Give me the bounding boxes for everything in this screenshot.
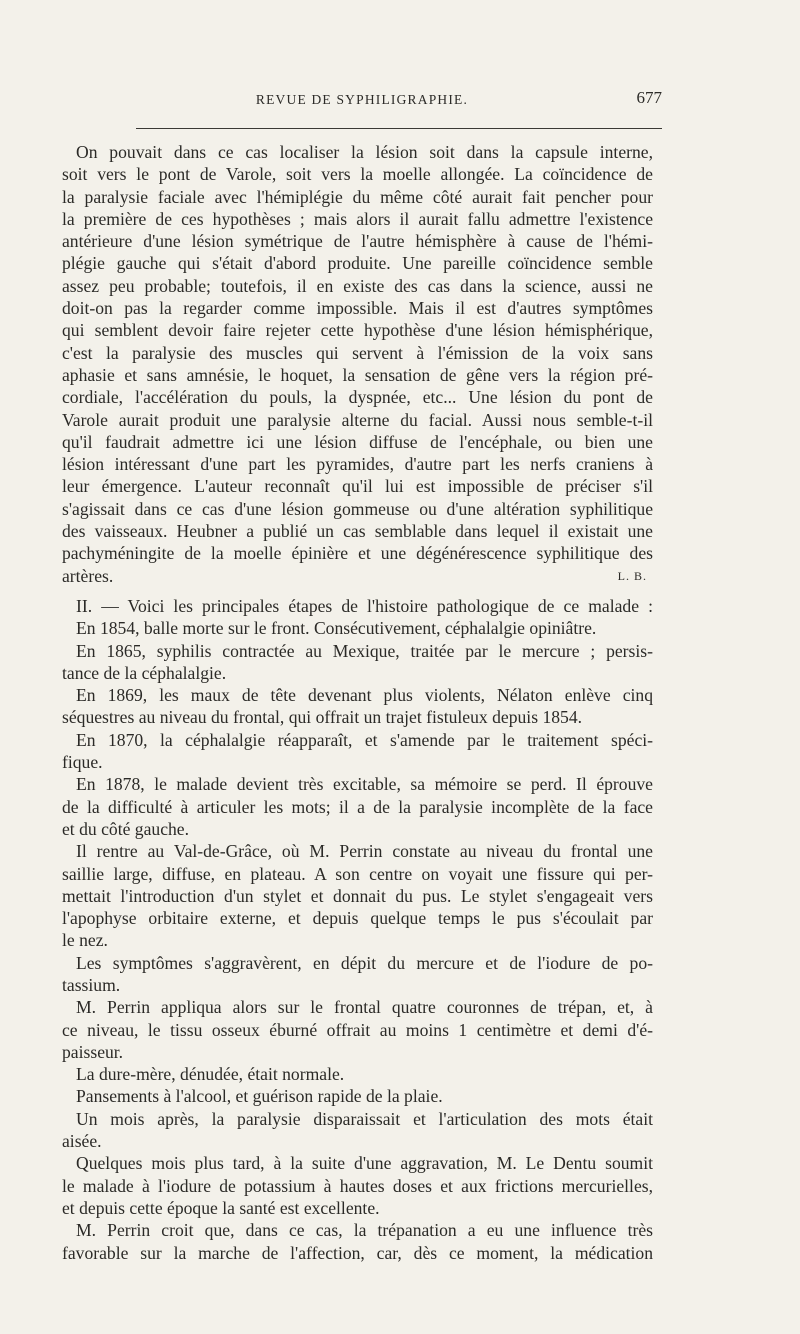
text-line: II. — Voici les principales étapes de l'histoire pathologique de ce malade : bbox=[76, 595, 653, 616]
text-line: Il rentre au Val-de-Grâce, où M. Perrin constate au niveau du frontal une bbox=[76, 841, 653, 862]
section-gap bbox=[62, 587, 653, 595]
paragraph-closing-line bbox=[62, 565, 653, 587]
running-header bbox=[62, 88, 662, 116]
text-line: l'apophyse orbitaire externe, et depuis quelque temps le pus s'écoulait par bbox=[62, 908, 653, 929]
text-line: M. Perrin croit que, dans ce cas, la trépanation a eu une influence très bbox=[76, 1220, 653, 1241]
text-line: la paralysie faciale avec l'hémiplégie du même côté aurait fait pencher pour bbox=[62, 186, 653, 207]
text-line: Les symptômes s'aggravèrent, en dépit du mercure et de l'iodure de po- bbox=[76, 952, 653, 973]
text-line: et depuis cette époque la santé est excellente. bbox=[62, 1197, 380, 1218]
text-line: En 1865, syphilis contractée au Mexique, traitée par le mercure ; persis- bbox=[76, 640, 653, 661]
text-line: favorable sur la marche de l'affection, car, dès ce moment, la médication bbox=[62, 1242, 653, 1263]
text-line: doit-on pas la regarder comme impossible. Mais il est d'autres symptômes bbox=[62, 298, 653, 319]
text-line: aphasie et sans amnésie, le hoquet, la sensation de gêne vers la région pré- bbox=[62, 364, 653, 385]
header-rule bbox=[136, 128, 662, 129]
text-line: plégie gauche qui s'était d'abord produite. Une pareille coïncidence semble bbox=[62, 253, 653, 274]
text-line: de la difficulté à articuler les mots; il a de la paralysie incomplète de la face bbox=[62, 796, 653, 817]
text-line: le malade à l'iodure de potassium à hautes doses et aux frictions mercurielles, bbox=[62, 1175, 653, 1196]
text-line: tance de la céphalalgie. bbox=[62, 662, 227, 683]
text-line: ce niveau, le tissu osseux éburné offrait au moins 1 centimètre et demi d'é- bbox=[62, 1019, 653, 1040]
author-signature: L. B. bbox=[617, 568, 647, 583]
text-line: qui semblent devoir faire rejeter cette hypothèse d'une lésion hémisphérique, bbox=[62, 320, 653, 341]
text-line: Un mois après, la paralysie disparaissait et l'articulation des mots était bbox=[76, 1108, 653, 1129]
text-line: M. Perrin appliqua alors sur le frontal quatre couronnes de trépan, et, à bbox=[76, 997, 653, 1018]
text-line: tassium. bbox=[62, 974, 121, 995]
text-line: En 1870, la céphalalgie réapparaît, et s'amende par le traitement spéci- bbox=[76, 729, 653, 750]
text-line: la première de ces hypothèses ; mais alors il aurait fallu admettre l'existence bbox=[62, 208, 653, 229]
paragraph-discussion bbox=[62, 141, 653, 565]
text-line: On pouvait dans ce cas localiser la lésion soit dans la capsule interne, bbox=[76, 142, 653, 162]
text-line: Varole aurait produit une paralysie alterne du facial. Aussi nous semble-t-il bbox=[62, 409, 653, 430]
text-line: paisseur. bbox=[62, 1041, 124, 1062]
text-line: leur émergence. L'auteur reconnaît qu'il lui est impossible de préciser s'il bbox=[62, 476, 653, 497]
text-line: le nez. bbox=[62, 930, 108, 951]
text-line: c'est la paralysie des muscles qui servent à l'émission de la voix sans bbox=[62, 342, 653, 363]
body-text bbox=[62, 141, 653, 1264]
text-line: La dure-mère, dénudée, était normale. bbox=[76, 1064, 345, 1085]
page-number: 677 bbox=[636, 88, 662, 107]
text-line: Quelques mois plus tard, à la suite d'une aggravation, M. Le Dentu soumit bbox=[76, 1153, 653, 1174]
text-line: En 1854, balle morte sur le front. Consécutivement, céphalalgie opiniâtre. bbox=[76, 618, 597, 639]
text-line: antérieure d'une lésion symétrique de l'autre hémisphère à cause de l'hémi- bbox=[62, 231, 653, 252]
journal-title: REVUE DE SYPHILIGRAPHIE. bbox=[255, 92, 469, 107]
text-line: cordiale, l'accélération du pouls, la dyspnée, etc... Une lésion du pont de bbox=[62, 387, 653, 408]
text-line: des vaisseaux. Heubner a publié un cas semblable dans lequel il existait une bbox=[62, 521, 653, 542]
text-line: s'agissait dans ce cas d'une lésion gommeuse ou d'une altération syphilitique bbox=[62, 498, 653, 519]
text-line: fique. bbox=[62, 752, 103, 773]
text-line: soit vers le pont de Varole, soit vers la moelle allongée. La coïncidence de bbox=[62, 164, 653, 185]
text-line: séquestres au niveau du frontal, qui offrait un trajet fistuleux depuis 1854. bbox=[62, 707, 583, 728]
text-line: En 1869, les maux de tête devenant plus violents, Nélaton enlève cinq bbox=[76, 685, 653, 706]
text-line: lésion intéressant d'une part les pyramides, d'autre part les nerfs craniens à bbox=[62, 454, 653, 475]
text-line: assez peu probable; toutefois, il en existe des cas dans la science, aussi ne bbox=[62, 275, 653, 296]
text-line: pachyméningite de la moelle épinière et une dégénérescence syphilitique des bbox=[62, 543, 653, 564]
text-line: saillie large, diffuse, en plateau. A son centre on voyait une fissure qui per- bbox=[62, 863, 653, 884]
text-line: En 1878, le malade devient très excitable, sa mémoire se perd. Il éprouve bbox=[76, 774, 653, 795]
text-line: qu'il faudrait admettre ici une lésion diffuse de l'encéphale, ou bien une bbox=[62, 431, 653, 452]
text-line: aisée. bbox=[62, 1131, 102, 1152]
text-line: mettait l'introduction d'un stylet et donnait du pus. Le stylet s'engageait vers bbox=[62, 885, 653, 906]
text-line: Pansements à l'alcool, et guérison rapide de la plaie. bbox=[76, 1086, 443, 1107]
closing-word: artères. bbox=[62, 565, 114, 586]
case-history bbox=[62, 595, 653, 1264]
text-line: et du côté gauche. bbox=[62, 818, 190, 839]
